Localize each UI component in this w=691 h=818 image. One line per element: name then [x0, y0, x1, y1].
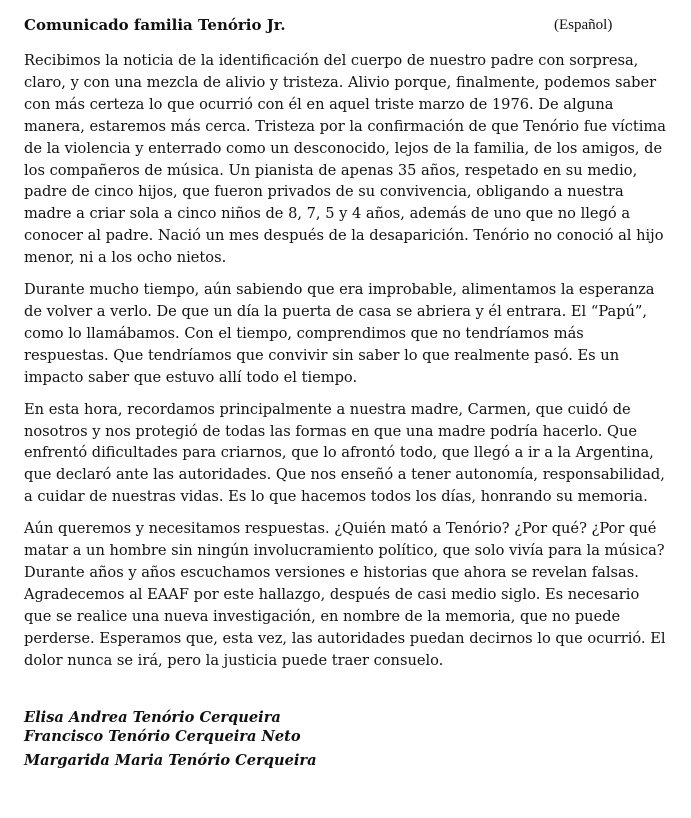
paragraph-hope: Durante mucho tiempo, aún sabiendo que era improbable, alimentamos la esperanza de volver a verlo. De que un día la puerta de casa se abriera y él entrara. El “Papú”, como lo llamábamos. Con el tiempo, comprendimos que no tendríamos más respuestas. Que tendríamos que convivir sin saber lo que realmente pasó. Es un impacto saber que estuvo allí todo el tiempo.: [24, 281, 655, 386]
signature-margarida: Margarida Maria Tenório Cerqueira: [24, 752, 317, 770]
signature-block: [24, 709, 670, 773]
paragraph-identification: Recibimos la noticia de la identificación del cuerpo de nuestro padre con sorpresa, claro, y con una mezcla de alivio y tristeza. Alivio porque, finalmente, podemos saber con más certeza lo que ocurrió con él en aquel triste marzo de 1976. De alguna manera, estaremos más cerca. Tristeza por la confirmación de que Tenório fue víctima de la violencia y enterrado como un desconocido, lejos de la familia, de los amigos, de los compañeros de música. Un pianista de apenas 35 años, respetado en su medio, padre de cinco hijos, que fueron privados de su convivencia, obligando a nuestra madre a criar sola a cinco niños de 8, 7, 5 y 4 años, además de uno que no llegó a conocer al padre. Nació un mes después de la desaparición. Tenório no conoció al hijo menor, ni a los ocho nietos.: [24, 52, 666, 267]
paragraph-answers: Aún queremos y necesitamos respuestas. ¿Quién mató a Tenório? ¿Por qué? ¿Por qué matar a un hombre sin ningún involucramiento político, que solo vivía para la música? Durante años y años escuchamos versiones e historias que ahora se revelan falsas. Agradecemos al EAAF por este hallazgo, después de casi medio siglo. Es necesario que se realice una nueva investigación, en nombre de la memoria, que no puede perderse. Esperamos que, esta vez, las autoridades puedan decirnos lo que ocurrió. El dolor nunca se irá, pero la justicia puede traer consuelo.: [24, 520, 666, 669]
paragraph-mother: En esta hora, recordamos principalmente a nuestra madre, Carmen, que cuidó de nosotros y nos protegió de todas las formas en que una madre podría hacerlo. Que enfrentó dificultades para criarnos, que lo afrontó todo, que llegó a ir a la Argentina, que declaró ante las autoridades. Que nos enseñó a tener autonomía, responsabilidad, a cuidar de nuestras vidas. Es lo que hacemos todos los días, honrando su memoria.: [24, 400, 665, 506]
signature-elisa: Elisa Andrea Tenório Cerqueira: [24, 709, 281, 727]
signature-francisco: Francisco Tenório Cerqueira Neto: [24, 728, 301, 746]
document-title: Comunicado familia Tenório Jr.: [24, 16, 286, 34]
language-label: (Español): [554, 17, 613, 33]
document-page: [24, 14, 670, 773]
document-header: [24, 14, 670, 36]
